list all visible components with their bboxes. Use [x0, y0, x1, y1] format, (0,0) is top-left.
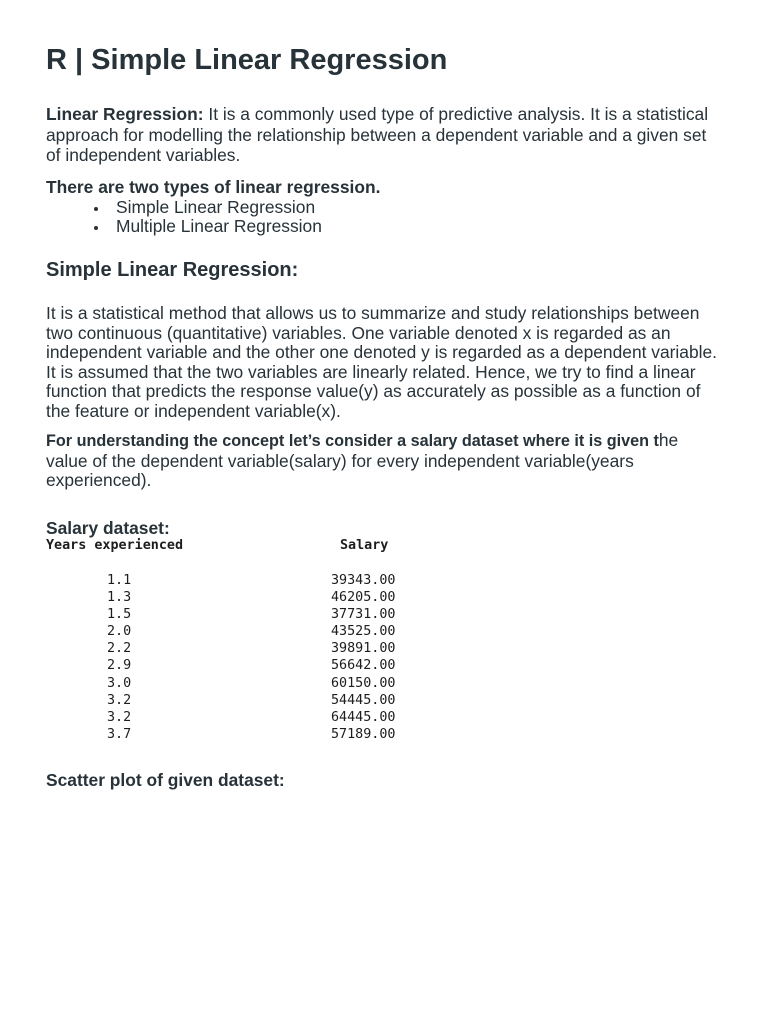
dataset-title: Salary dataset: — [46, 518, 170, 538]
dataset-intro-rest: he value of the dependent variable(salary) for every independent variable(years experienced). — [46, 430, 679, 491]
table-row — [46, 640, 446, 657]
table-row — [46, 606, 446, 623]
column-header-salary: Salary — [340, 538, 389, 553]
cell-years: 1.5 — [107, 607, 132, 623]
table-row — [46, 692, 446, 709]
table-row — [46, 657, 446, 674]
list-item: Multiple Linear Regression — [116, 217, 718, 237]
cell-years: 3.0 — [107, 675, 132, 691]
cell-years: 1.3 — [107, 590, 132, 606]
table-row — [46, 572, 446, 589]
table-body — [46, 572, 446, 743]
scatter-plot-title: Scatter plot of given dataset: — [46, 770, 285, 790]
dataset-intro-lead: For understanding the concept let’s consider a salary dataset where it is given t — [46, 432, 659, 450]
cell-salary: 56642.00 — [331, 658, 396, 674]
cell-years: 2.2 — [107, 641, 132, 657]
cell-salary: 60150.00 — [331, 675, 396, 691]
cell-salary: 39891.00 — [331, 641, 396, 657]
list-item: Simple Linear Regression — [116, 198, 718, 218]
cell-years: 3.2 — [107, 692, 132, 708]
intro-text: It is a commonly used type of predictive analysis. It is a statistical approach for modelling the relationship between a dependent variable and a given set of independent variables. — [46, 104, 709, 165]
types-heading: There are two types of linear regression. — [46, 177, 381, 197]
cell-years: 2.9 — [107, 658, 132, 674]
column-header-years: Years experienced — [46, 538, 184, 553]
cell-salary: 64445.00 — [331, 709, 396, 725]
types-list — [46, 198, 718, 237]
cell-salary: 37731.00 — [331, 607, 396, 623]
cell-salary: 57189.00 — [331, 726, 396, 742]
cell-years: 3.7 — [107, 726, 132, 742]
cell-years: 1.1 — [107, 573, 132, 588]
table-row — [46, 675, 446, 692]
regression-types — [46, 177, 718, 237]
table-row — [46, 589, 446, 606]
table-row — [46, 726, 446, 743]
intro-term: Linear Regression: — [46, 104, 204, 124]
table-row — [46, 709, 446, 726]
dataset-intro-paragraph — [46, 431, 718, 491]
intro-paragraph — [46, 104, 718, 166]
cell-years: 2.0 — [107, 624, 132, 640]
page-title: R | Simple Linear Regression — [46, 44, 448, 76]
slr-paragraph: It is a statistical method that allows us to summarize and study relationships between two continuous (quantitative) variables. One variable denoted x is regarded as an independent variable and the other one denoted y is regarded as a dependent variable. It is assumed that the two variables are linearly related. Hence, we try to find a linear function that predicts the response value(y) as accurately as possible as a function of the feature or independent variable(x). — [46, 303, 718, 421]
cell-salary: 54445.00 — [331, 692, 396, 708]
section-heading-simple-linear-regression: Simple Linear Regression: — [46, 259, 299, 281]
table-row — [46, 623, 446, 640]
cell-years: 3.2 — [107, 709, 132, 725]
cell-salary: 46205.00 — [331, 590, 396, 606]
cell-salary: 39343.00 — [331, 573, 396, 588]
cell-salary: 43525.00 — [331, 624, 396, 640]
